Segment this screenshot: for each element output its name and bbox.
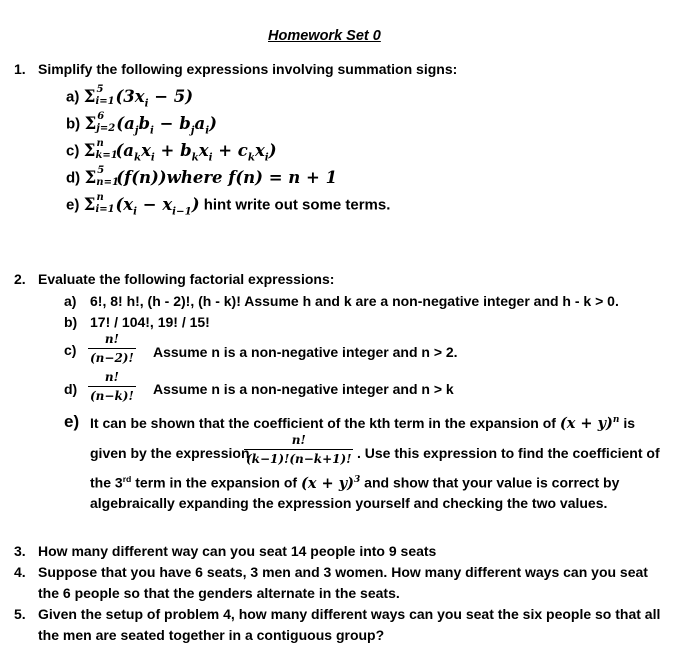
q2-e-fraction [244, 433, 353, 466]
q5-line1: Given the setup of problem 4, how many different ways can you seat the six people so that all [38, 606, 661, 622]
fraction-numerator: n! [291, 433, 306, 447]
q2-text: Evaluate the following factorial expressions: [38, 271, 335, 287]
q2-b-text: 17! / 104!, 19! / 15! [90, 314, 210, 330]
q2-d-fraction [88, 370, 136, 403]
q2-a-text: 6!, 8! h!, (h - 2)!, (h - k)! Assume h and k are a non-negative integer and h - k > 0. [90, 293, 619, 309]
q3-number: 3. [14, 543, 26, 559]
q5-line2: the men are seated together in a contiguous group? [38, 627, 385, 643]
q2-e-line2-end: . Use this expression to find the coefficient of [357, 445, 660, 461]
q1-item-e: e) Σ n i=1 $(x_i - x_{i-1})$ hint write out some terms. [66, 192, 391, 217]
fraction-numerator: n! [104, 370, 119, 384]
sigma-icon: Σ [84, 113, 97, 133]
q2-b-label: b) [64, 314, 78, 330]
q1-number: 1. [14, 61, 26, 77]
math-expression: $(x + y)^n$ [559, 415, 620, 432]
item-label: d) [66, 169, 81, 187]
sigma-icon: Σ [83, 194, 96, 214]
q4-line1: Suppose that you have 6 seats, 3 men and 3 women. How many different ways can you seat [38, 564, 648, 580]
q5-number: 5. [14, 606, 26, 622]
sigma-icon: Σ [84, 167, 97, 187]
q2-number: 2. [14, 271, 26, 287]
q2-e-line2-start: given by the expression [90, 445, 250, 461]
item-label: a) [66, 88, 80, 106]
fraction-numerator: n! [104, 332, 119, 346]
item-label: e) [66, 196, 80, 214]
q2-c-label: c) [64, 342, 77, 358]
q2-d-text: Assume n is a non-negative integer and n > k [153, 381, 454, 397]
q2-d-label: d) [64, 381, 78, 397]
math-expression: $(x + y)^3$ [300, 474, 361, 492]
fraction-denominator: (k−1)!(n−k+1)! [244, 449, 353, 466]
fraction-denominator: (n−2)! [88, 348, 136, 365]
hint-text: hint write out some terms. [199, 196, 391, 214]
item-label: b) [66, 115, 81, 133]
q1-text: Simplify the following expressions involving summation signs: [38, 61, 458, 77]
q2-a-label: a) [64, 293, 77, 309]
sigma-icon: Σ [83, 140, 96, 160]
q2-c-fraction [88, 332, 136, 365]
fraction-denominator: (n−k)! [88, 386, 136, 403]
q2-c-text: Assume n is a non-negative integer and n > 2. [153, 344, 458, 360]
q2-e-line3: the 3rd term in the expansion of $(x + y)^3$ and show that your value is correct by [90, 474, 620, 492]
item-label: c) [66, 142, 80, 160]
q2-e-label: e) [64, 412, 80, 431]
q4-number: 4. [14, 564, 26, 580]
q3-text: How many different way can you seat 14 people into 9 seats [38, 543, 437, 559]
q4-line2: the 6 people so that the genders alternate in the seats. [38, 585, 400, 601]
page-title: Homework Set 0 [268, 28, 381, 44]
q1-item-d: d) Σ 5 n=1 (f(n))where f(n) = n + 1 [66, 165, 338, 188]
q1-item-b: b) Σ 6 j=2 $(a_jb_i - b_ja_i)$ [66, 111, 217, 136]
sigma-icon: Σ [83, 86, 96, 106]
q2-e-line4: algebraically expanding the expression yourself and checking the two values. [90, 495, 608, 511]
q1-item-c: c) Σ n k=1 $(a_kx_i + b_kx_i + c_kx_i)$ [66, 138, 277, 163]
q2-e-line1: It can be shown that the coefficient of the kth term in the expansion of $(x + y)^n$ is [90, 415, 635, 432]
q1-item-a: a) Σ 5 i=1 $(3x_i - 5)$ [66, 84, 194, 109]
